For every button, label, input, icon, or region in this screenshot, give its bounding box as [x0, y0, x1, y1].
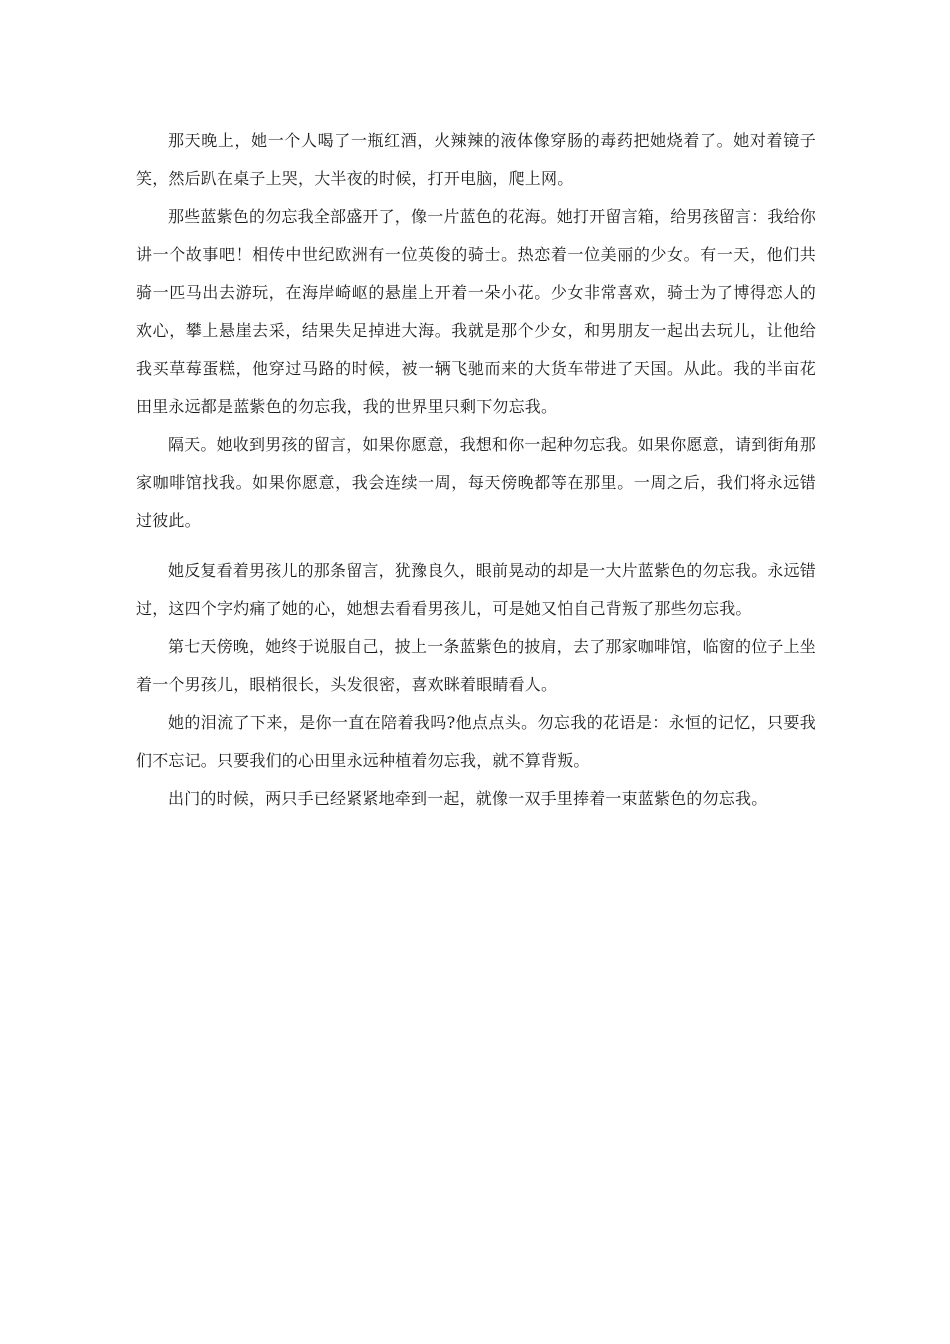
paragraph-6: 她的泪流了下来，是你一直在陪着我吗?他点点头。勿忘我的花语是：永恒的记忆，只要我们不忘记。只要我们的心田里永远种植着勿忘我，就不算背叛。 [136, 713, 816, 770]
paragraph-5: 第七天傍晚，她终于说服自己，披上一条蓝紫色的披肩，去了那家咖啡馆，临窗的位子上坐着一个男孩儿，眼梢很长，头发很密，喜欢眯着眼睛看人。 [136, 637, 817, 694]
paragraph-1: 那天晚上，她一个人喝了一瓶红酒，火辣辣的液体像穿肠的毒药把她烧着了。她对着镜子笑，然后趴在桌子上哭，大半夜的时候，打开电脑，爬上网。 [136, 131, 816, 188]
paragraph-4: 她反复看着男孩儿的那条留言，犹豫良久，眼前晃动的却是一大片蓝紫色的勿忘我。永远错过，这四个字灼痛了她的心，她想去看看男孩儿，可是她又怕自己背叛了那些勿忘我。 [136, 561, 817, 618]
paragraph-2: 那些蓝紫色的勿忘我全部盛开了，像一片蓝色的花海。她打开留言箱，给男孩留言：我给你讲一个故事吧！相传中世纪欧洲有一位英俊的骑士。热恋着一位美丽的少女。有一天，他们共骑一匹马出去游玩，在海岸崎岖的悬崖上开着一朵小花。少女非常喜欢，骑士为了博得恋人的欢心，攀上悬崖去采，结果失足掉进大海。我就是那个少女，和男朋友一起出去玩儿，让他给我买草莓蛋糕，他穿过马路的时候，被一辆飞驰而来的大货车带进了天国。从此。我的半亩花田里永远都是蓝紫色的勿忘我，我的世界里只剩下勿忘我。 [136, 207, 817, 416]
paragraph-7: 出门的时候，两只手已经紧紧地牵到一起，就像一双手里捧着一束蓝紫色的勿忘我。 [168, 789, 768, 808]
paragraph-3: 隔天。她收到男孩的留言，如果你愿意，我想和你一起种勿忘我。如果你愿意，请到街角那家咖啡馆找我。如果你愿意，我会连续一周，每天傍晚都等在那里。一周之后，我们将永远错过彼此。 [136, 435, 817, 530]
document-body [136, 122, 816, 818]
